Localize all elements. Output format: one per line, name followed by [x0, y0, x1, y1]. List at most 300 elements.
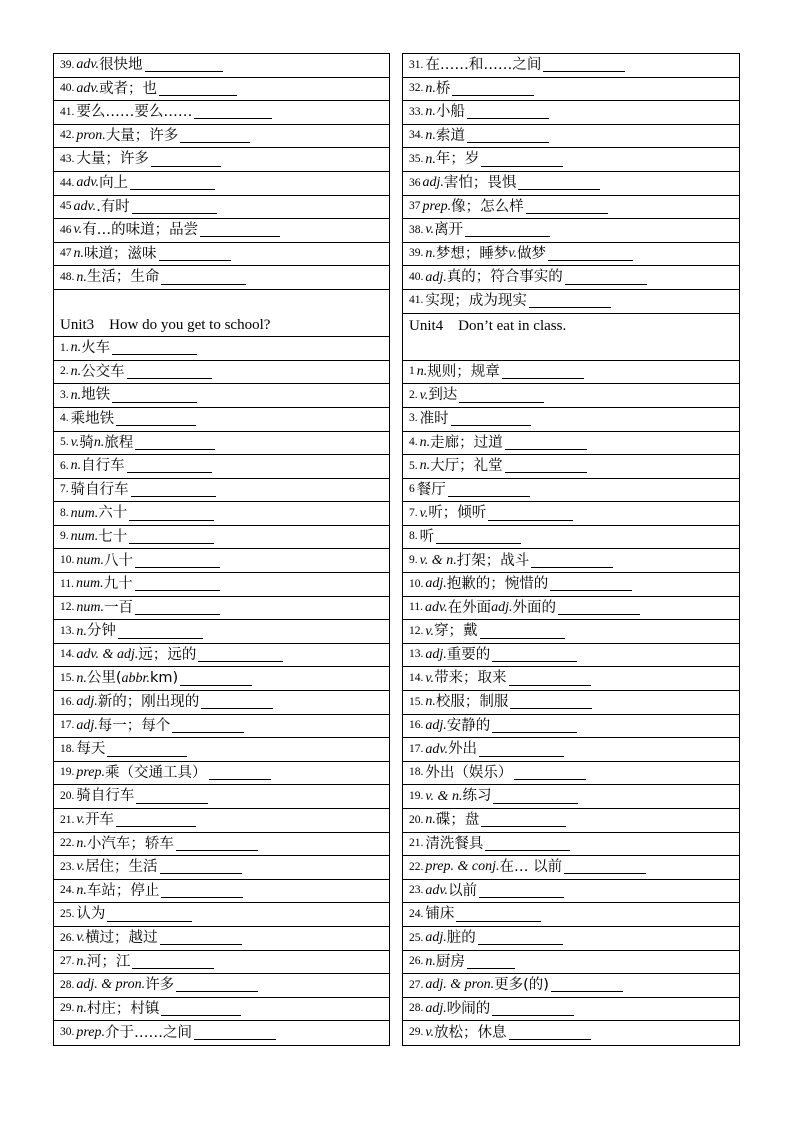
vocab-row	[54, 172, 389, 196]
answer-blank[interactable]	[161, 884, 243, 898]
vocab-row	[403, 455, 739, 479]
item-number: 21.	[60, 813, 75, 826]
part-of-speech: n.	[76, 623, 87, 639]
answer-blank[interactable]	[505, 459, 587, 473]
answer-blank[interactable]	[564, 860, 646, 874]
answer-blank[interactable]	[548, 247, 633, 261]
vocab-row	[403, 479, 739, 503]
vocab-row	[54, 125, 389, 149]
answer-blank[interactable]	[492, 648, 577, 662]
part-of-speech: v. & n.	[425, 788, 463, 804]
vocab-row	[403, 502, 739, 526]
answer-blank[interactable]	[558, 601, 640, 615]
part-of-speech: v.	[419, 387, 429, 403]
meaning: 大厅；礼堂	[430, 458, 503, 475]
meaning: 自行车	[81, 458, 125, 475]
part-of-speech: n.	[70, 458, 82, 474]
part-of-speech: n.	[425, 694, 436, 710]
item-number: 2.	[409, 388, 418, 401]
item-number: 19.	[409, 789, 424, 802]
part-of-speech: v. & n.	[419, 552, 457, 568]
unit-title: Unit3 How do you get to school?	[60, 317, 271, 334]
meaning: 听	[419, 528, 435, 545]
part-of-speech: n.	[425, 104, 436, 120]
part-of-speech: pron.	[76, 128, 106, 144]
item-number: 42.	[60, 129, 75, 142]
item-number: 41.	[60, 105, 75, 118]
meaning: 一百	[104, 599, 133, 616]
answer-blank[interactable]	[116, 412, 196, 426]
vocab-row	[403, 974, 739, 998]
answer-blank[interactable]	[478, 931, 563, 945]
item-number: 4.	[60, 412, 69, 425]
meaning: 带来；取来	[434, 670, 507, 687]
meaning: 清洗餐具	[425, 835, 484, 852]
answer-blank[interactable]	[130, 176, 215, 190]
vocab-row	[403, 526, 739, 550]
part-of-speech: n.	[425, 246, 436, 262]
meaning: 穿；戴	[434, 623, 478, 640]
answer-blank[interactable]	[116, 813, 196, 827]
part-of-speech: adj.	[425, 576, 447, 592]
part-of-speech: n.	[73, 246, 84, 262]
part-of-speech: n.	[425, 953, 436, 969]
item-number: 41.	[409, 294, 424, 307]
meaning: 七十	[98, 528, 128, 545]
vocab-row	[403, 290, 739, 314]
part-of-speech: prep.	[76, 765, 106, 781]
item-number: 26.	[60, 931, 75, 944]
answer-blank[interactable]	[551, 978, 623, 992]
meaning: 在外面	[447, 599, 492, 616]
item-number: 48.	[60, 270, 75, 283]
meaning: 抱歉的；惋惜的	[446, 576, 549, 593]
vocab-row	[54, 432, 389, 456]
item-number: 18.	[409, 766, 424, 779]
vocab-row	[403, 432, 739, 456]
meaning: 外出	[448, 741, 478, 758]
vocab-row	[403, 927, 739, 951]
meaning: 旅程	[104, 434, 134, 451]
meaning: 外出（娱乐）	[425, 764, 513, 781]
item-number: 15.	[409, 695, 424, 708]
part-of-speech: n.	[76, 1001, 87, 1017]
meaning: 远；远的	[138, 646, 197, 663]
answer-blank[interactable]	[565, 271, 647, 285]
vocab-row	[403, 667, 739, 691]
vocab-row	[403, 101, 739, 125]
part-of-speech: v.	[73, 222, 83, 238]
meaning: 认为	[76, 906, 106, 923]
item-number: 7.	[409, 506, 418, 519]
meaning: 离开	[434, 222, 464, 239]
answer-blank[interactable]	[135, 554, 220, 568]
answer-blank[interactable]	[509, 1026, 591, 1040]
answer-blank[interactable]	[112, 389, 197, 403]
part-of-speech: n.	[70, 387, 82, 403]
meaning: 很快地	[99, 57, 143, 74]
vocab-row	[54, 526, 389, 550]
meaning: 厨房	[435, 953, 465, 970]
part-of-speech: abbr.	[121, 670, 150, 686]
item-number: 28.	[60, 978, 75, 991]
answer-blank[interactable]	[550, 577, 632, 591]
item-number: 29.	[409, 1026, 424, 1039]
item-number: 38.	[409, 223, 424, 236]
meaning: 打架；战斗	[456, 552, 530, 569]
answer-blank[interactable]	[118, 625, 203, 639]
vocab-row	[403, 738, 739, 762]
item-number: 22.	[409, 860, 424, 873]
item-number: 17.	[60, 719, 75, 732]
part-of-speech: n.	[419, 458, 431, 474]
part-of-speech: n.	[76, 835, 87, 851]
item-number: 3.	[60, 388, 69, 401]
vocab-row	[403, 148, 739, 172]
vocab-row	[403, 691, 739, 715]
part-of-speech: prep.	[76, 1025, 106, 1041]
answer-blank[interactable]	[505, 436, 587, 450]
part-of-speech: n.	[70, 364, 82, 380]
meaning: 地铁	[81, 387, 111, 404]
answer-blank[interactable]	[467, 105, 549, 119]
part-of-speech: v.	[425, 222, 435, 238]
vocab-row	[54, 880, 389, 904]
meaning: 在… 以前	[499, 859, 563, 876]
part-of-speech: v.	[76, 859, 86, 875]
item-number: 5.	[60, 436, 69, 449]
answer-blank[interactable]	[543, 58, 625, 72]
item-number: 11.	[60, 577, 74, 590]
answer-blank[interactable]	[436, 530, 521, 544]
item-number: 47	[60, 247, 72, 260]
item-number: 9.	[409, 554, 418, 567]
vocab-row	[54, 101, 389, 125]
answer-blank[interactable]	[145, 58, 223, 72]
item-number: 39.	[409, 247, 424, 260]
meaning: 乘（交通工具）	[105, 764, 207, 781]
part-of-speech: adj.	[76, 694, 98, 710]
part-of-speech: n.	[70, 340, 82, 356]
vocab-row	[54, 809, 389, 833]
item-number: 43.	[60, 152, 75, 165]
answer-blank[interactable]	[448, 483, 530, 497]
item-number: 8.	[409, 530, 418, 543]
vocab-row	[54, 384, 389, 408]
vocab-row	[54, 785, 389, 809]
part-of-speech: n.	[93, 434, 105, 450]
answer-blank[interactable]	[131, 483, 216, 497]
part-of-speech: v.	[508, 246, 518, 262]
meaning: 外面的	[512, 599, 557, 616]
meaning: 以前	[448, 882, 478, 899]
part-of-speech: adv.	[73, 198, 97, 214]
answer-blank[interactable]	[176, 978, 258, 992]
vocab-row	[54, 762, 389, 786]
meaning: 大量；许多	[105, 127, 179, 144]
answer-blank[interactable]	[132, 955, 214, 969]
vocab-row	[54, 597, 389, 621]
answer-blank[interactable]	[531, 554, 613, 568]
answer-blank[interactable]	[135, 436, 215, 450]
answer-blank[interactable]	[479, 884, 564, 898]
vocab-row	[403, 809, 739, 833]
answer-blank[interactable]	[480, 625, 565, 639]
answer-blank[interactable]	[502, 365, 584, 379]
answer-blank[interactable]	[493, 790, 578, 804]
answer-blank[interactable]	[459, 389, 544, 403]
item-number: 25.	[409, 931, 424, 944]
item-number: 32.	[409, 82, 424, 95]
answer-blank[interactable]	[465, 223, 550, 237]
item-number: 46	[60, 223, 72, 236]
item-number: 34.	[409, 129, 424, 142]
vocab-row	[54, 644, 389, 668]
answer-blank[interactable]	[467, 129, 549, 143]
answer-blank[interactable]	[161, 271, 246, 285]
meaning: 听；倾听	[428, 505, 487, 522]
answer-blank[interactable]	[456, 908, 541, 922]
answer-blank[interactable]	[176, 837, 258, 851]
item-number: 28.	[409, 1002, 424, 1015]
vocab-row	[54, 361, 389, 385]
part-of-speech: num.	[70, 529, 99, 545]
item-number: 8.	[60, 506, 69, 519]
answer-blank[interactable]	[481, 153, 563, 167]
vocab-row	[54, 266, 389, 290]
meaning: 实现；成为现实	[425, 292, 527, 309]
item-number: 4.	[409, 436, 418, 449]
item-number: 39.	[60, 58, 75, 71]
answer-blank[interactable]	[467, 955, 515, 969]
vocab-row	[403, 597, 739, 621]
item-number: 12.	[409, 624, 424, 637]
item-number: 17.	[409, 742, 424, 755]
vocab-row	[403, 715, 739, 739]
meaning: 梦想；睡梦	[435, 245, 509, 262]
answer-blank[interactable]	[151, 153, 221, 167]
meaning: 碟；盘	[435, 812, 480, 829]
answer-blank[interactable]	[492, 1002, 574, 1016]
vocab-row	[403, 785, 739, 809]
vocab-row	[403, 408, 739, 432]
meaning: 校服；制服	[435, 694, 509, 711]
meaning: 河；江	[86, 953, 131, 970]
answer-blank[interactable]	[159, 247, 231, 261]
vocab-row	[54, 243, 389, 267]
vocab-row	[403, 998, 739, 1022]
meaning: 车站；停止	[86, 882, 160, 899]
vocab-row	[54, 998, 389, 1022]
meaning: 许多	[145, 977, 175, 994]
part-of-speech: v.	[76, 930, 86, 946]
item-number: 1	[409, 365, 415, 378]
vocab-row	[403, 880, 739, 904]
answer-blank[interactable]	[488, 507, 573, 521]
part-of-speech: adj. & pron.	[76, 977, 146, 993]
item-number: 7.	[60, 483, 69, 496]
vocab-row	[54, 337, 389, 361]
meaning: 走廊；过道	[430, 434, 503, 451]
meaning: 安静的	[446, 717, 491, 734]
answer-blank[interactable]	[194, 1026, 276, 1040]
item-number: 13.	[409, 648, 424, 661]
answer-blank[interactable]	[107, 743, 187, 757]
answer-blank[interactable]	[112, 341, 197, 355]
meaning: 小船	[435, 104, 465, 121]
unit-heading	[403, 314, 739, 361]
part-of-speech: n.	[76, 883, 87, 899]
vocab-row	[54, 479, 389, 503]
part-of-speech: adj.	[491, 599, 513, 615]
vocab-row	[403, 856, 739, 880]
answer-blank[interactable]	[194, 105, 272, 119]
meaning: 放松；休息	[434, 1024, 507, 1041]
answer-blank[interactable]	[159, 82, 237, 96]
item-number: 3.	[409, 412, 418, 425]
right-vocab-table	[402, 53, 740, 1046]
part-of-speech: n.	[425, 80, 436, 96]
vocab-row	[54, 974, 389, 998]
meaning: 更多(的)	[494, 977, 549, 994]
item-number: 25.	[60, 907, 75, 920]
meaning: 有…的味道；品尝	[82, 222, 199, 239]
item-number: 19.	[60, 766, 75, 779]
item-number: 13.	[60, 624, 75, 637]
vocab-row	[54, 667, 389, 691]
answer-blank[interactable]	[529, 294, 611, 308]
meaning: 在……和……之间	[425, 57, 542, 74]
answer-blank[interactable]	[180, 129, 250, 143]
item-number: 27.	[409, 978, 424, 991]
item-number: 22.	[60, 837, 75, 850]
answer-blank[interactable]	[451, 412, 531, 426]
answer-blank[interactable]	[514, 766, 586, 780]
answer-blank[interactable]	[200, 223, 280, 237]
answer-blank[interactable]	[492, 719, 577, 733]
answer-blank[interactable]	[127, 365, 212, 379]
item-number: 14.	[409, 671, 424, 684]
item-number: 36	[409, 176, 421, 189]
item-number: 10.	[409, 577, 424, 590]
part-of-speech: adv.	[76, 57, 100, 73]
part-of-speech: n.	[425, 128, 436, 144]
vocab-row	[403, 833, 739, 857]
item-number: 9.	[60, 530, 69, 543]
left-vocab-table	[53, 53, 390, 1046]
meaning: 开车	[85, 812, 115, 829]
meaning: 脏的	[446, 930, 476, 947]
answer-blank[interactable]	[509, 672, 591, 686]
meaning: 九十	[103, 576, 133, 593]
vocab-row	[403, 266, 739, 290]
meaning: 每一；每个	[97, 717, 171, 734]
answer-blank[interactable]	[129, 507, 214, 521]
part-of-speech: adv.	[424, 599, 448, 615]
item-number: 40.	[60, 82, 75, 95]
item-number: 15.	[60, 671, 75, 684]
meaning: 每天	[76, 741, 106, 758]
meaning: 规则；规章	[427, 363, 500, 380]
meaning: 年；岁	[435, 151, 480, 168]
meaning: 桥	[435, 80, 451, 97]
meaning: 生活；生命	[86, 269, 160, 286]
answer-blank[interactable]	[161, 1002, 241, 1016]
meaning: 重要的	[446, 646, 491, 663]
answer-blank[interactable]	[198, 648, 283, 662]
vocab-row	[403, 196, 739, 220]
vocab-row	[54, 196, 389, 220]
part-of-speech: prep.	[422, 198, 452, 214]
part-of-speech: adj.	[425, 1001, 447, 1017]
item-number: 40.	[409, 270, 424, 283]
vocab-row	[54, 833, 389, 857]
item-number: 45	[60, 200, 72, 213]
part-of-speech: adv.	[425, 883, 449, 899]
answer-blank[interactable]	[180, 672, 252, 686]
meaning: 要么……要么……	[76, 104, 193, 121]
answer-blank[interactable]	[135, 601, 220, 615]
vocab-row	[54, 219, 389, 243]
meaning: 村庄；村镇	[86, 1000, 160, 1017]
meaning: 餐厅	[416, 481, 446, 498]
item-number: 20.	[60, 789, 75, 802]
part-of-speech: adj.	[425, 269, 447, 285]
answer-blank[interactable]	[526, 200, 608, 214]
vocab-row	[403, 549, 739, 573]
answer-blank[interactable]	[107, 908, 192, 922]
answer-blank[interactable]	[160, 860, 242, 874]
answer-blank[interactable]	[201, 695, 273, 709]
answer-blank[interactable]	[172, 719, 244, 733]
part-of-speech: n.	[419, 434, 431, 450]
part-of-speech: num.	[75, 576, 104, 592]
meaning: 真的；符合事实的	[446, 269, 563, 286]
answer-blank[interactable]	[160, 931, 242, 945]
meaning: 大量；许多	[76, 151, 149, 168]
meaning: 准时	[419, 410, 449, 427]
part-of-speech: v.	[76, 812, 86, 828]
part-of-speech: v.	[425, 670, 435, 686]
answer-blank[interactable]	[132, 200, 217, 214]
answer-blank[interactable]	[510, 695, 592, 709]
answer-blank[interactable]	[136, 790, 208, 804]
answer-blank[interactable]	[135, 577, 220, 591]
answer-blank[interactable]	[479, 743, 564, 757]
meaning: 介于……之间	[105, 1024, 193, 1041]
answer-blank[interactable]	[452, 82, 534, 96]
answer-blank[interactable]	[127, 459, 212, 473]
meaning: 向上	[99, 175, 129, 192]
vocab-row	[403, 951, 739, 975]
answer-blank[interactable]	[129, 530, 214, 544]
part-of-speech: adj.	[425, 930, 447, 946]
vocab-row	[54, 856, 389, 880]
meaning: km)	[149, 670, 179, 687]
answer-blank[interactable]	[481, 813, 566, 827]
item-number: 24.	[60, 884, 75, 897]
unit-title: Unit4 Don’t eat in class.	[409, 317, 567, 334]
vocab-row	[54, 502, 389, 526]
meaning: 六十	[98, 505, 128, 522]
answer-blank[interactable]	[518, 176, 600, 190]
item-number: 44.	[60, 176, 75, 189]
item-number: 12.	[60, 601, 75, 614]
item-number: 37	[409, 200, 421, 213]
answer-blank[interactable]	[209, 766, 271, 780]
answer-blank[interactable]	[485, 837, 570, 851]
item-number: 30.	[60, 1026, 75, 1039]
